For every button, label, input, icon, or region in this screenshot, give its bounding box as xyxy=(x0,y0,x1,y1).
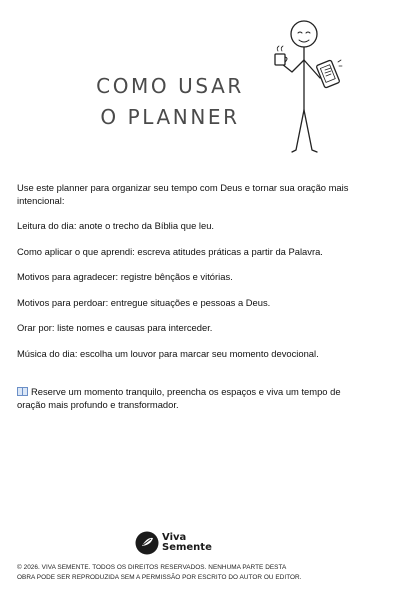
instruction-item: Motivos para agradecer: registre bênçãos e vitórias. xyxy=(17,271,233,282)
stick-figure-illustration xyxy=(270,12,360,162)
copyright-line-1: © 2026. VIVA SEMENTE. TODOS OS DIREITOS RESERVADOS. NENHUMA PARTE DESTA xyxy=(17,564,287,571)
tip-text: Reserve um momento tranquilo, preencha os espaços e viva um tempo de oração mais profundo e transformador. xyxy=(17,386,341,410)
coffee-mug-icon xyxy=(275,46,287,65)
instruction-item: Como aplicar o que aprendi: escreva atitudes práticas a partir da Palavra. xyxy=(17,245,323,257)
title-line-2: O PLANNER xyxy=(100,105,240,130)
title-line-1: COMO USAR xyxy=(96,74,244,99)
instruction-item: Motivos para perdoar: entregue situações e pessoas a Deus. xyxy=(17,296,271,308)
seed-logo-icon xyxy=(135,531,159,555)
brand-name-line-2: Semente xyxy=(162,542,212,553)
brand-logo xyxy=(135,530,212,556)
copyright-notice xyxy=(17,563,383,583)
brand-name xyxy=(162,533,212,553)
instruction-item: Leitura do dia: anote o trecho da Bíblia que leu. xyxy=(17,220,215,231)
tablet-icon xyxy=(316,60,340,88)
brand-name-line-1: Viva xyxy=(162,532,187,543)
open-book-icon xyxy=(17,387,28,396)
intro-text: Use este planner para organizar seu tempo com Deus e tornar sua oração mais intencional: xyxy=(17,182,349,206)
copyright-line-2: OBRA PODE SER REPRODUZIDA SEM A PERMISSÃO POR ESCRITO DO AUTOR OU EDITOR. xyxy=(17,574,302,581)
tip-paragraph xyxy=(17,386,351,411)
instructions-content xyxy=(17,182,351,424)
page-title xyxy=(62,71,278,133)
instruction-item: Orar por: liste nomes e causas para interceder. xyxy=(17,322,213,333)
instruction-item: Música do dia: escolha um louvor para marcar seu momento devocional. xyxy=(17,347,319,359)
figure-head xyxy=(291,21,317,47)
